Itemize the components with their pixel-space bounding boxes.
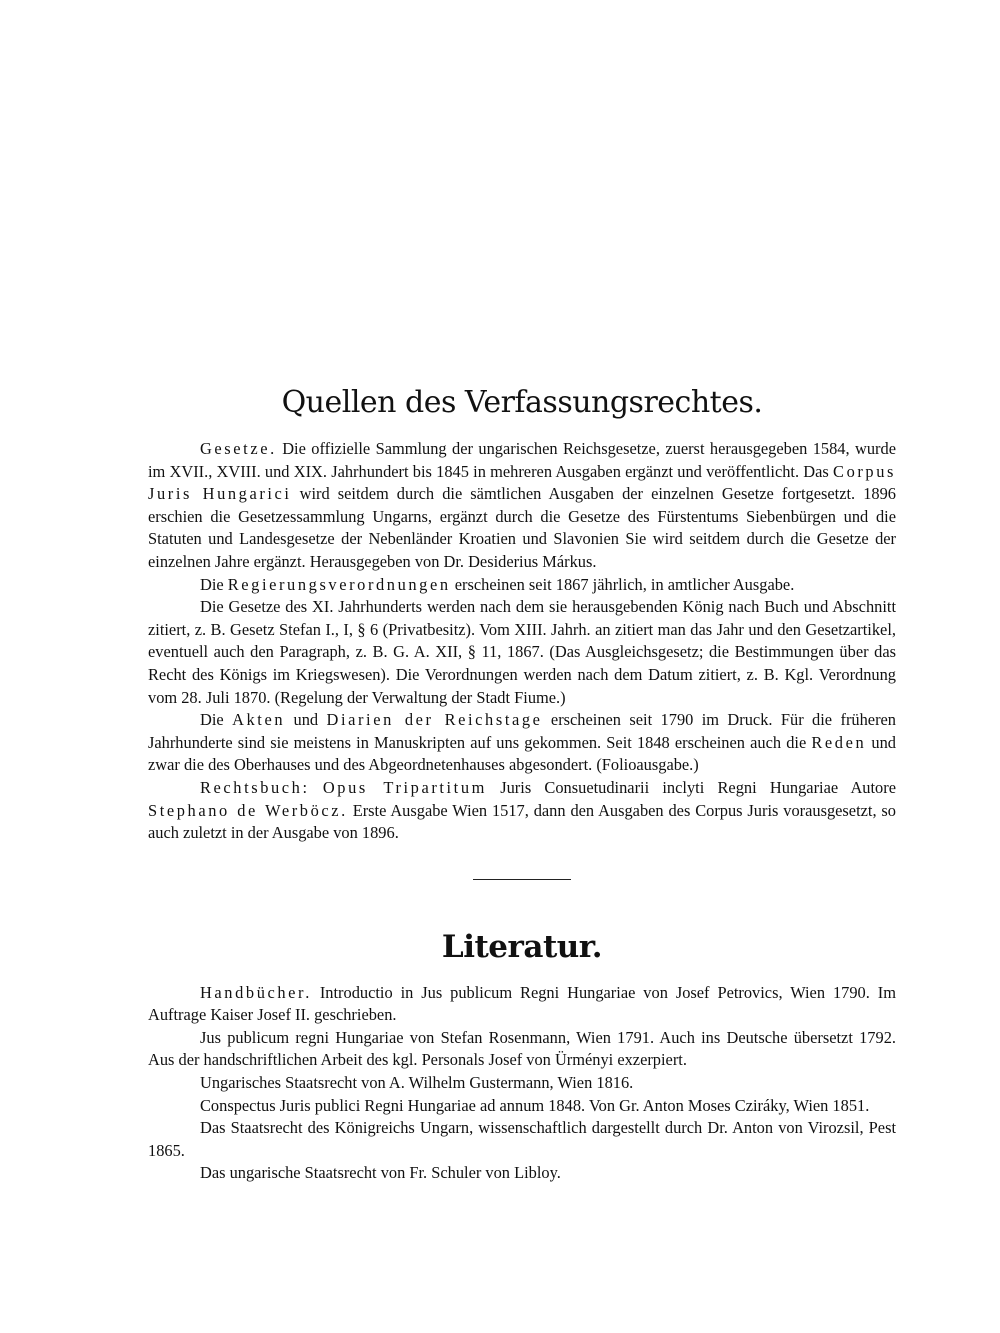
keyword-werboecz: Stephano de Werböcz.	[148, 800, 348, 820]
paragraph-text: Introductio in Jus publicum Regni Hungariae von Josef Petrovics, Wien 1790. Im Auftrage Kaiser Josef II. geschrieben.	[148, 982, 896, 1025]
paragraph-akten-diarien	[148, 709, 896, 777]
paragraph-text: Die	[200, 710, 233, 730]
paragraph-handbuecher	[148, 982, 896, 1027]
keyword-gesetze: Gesetze.	[200, 439, 277, 458]
paragraph-text: Die offizielle Sammlung der ungarischen Reichsgesetze, zuerst herausgegeben 1584, wurde im XVII., XVIII. und XIX. Jahrhundert bis 1845 in mehreren Ausgaben ergänzt und veröffentlicht. Das	[148, 439, 896, 481]
paragraph-text: erscheinen seit 1790 im Druck. Für die früheren Jahrhunderte sind sie meistens in Manuskripten auf uns gekommen. Seit 1848 erscheinen auch die	[148, 710, 896, 752]
paragraph-text: erscheinen seit 1867 jährlich, in amtlicher Ausgabe.	[450, 574, 795, 594]
section-quellen-body	[148, 438, 896, 845]
paragraph-libloy: Das ungarische Staatsrecht von Fr. Schuler von Libloy.	[200, 1163, 561, 1183]
paragraph-text: und	[285, 710, 327, 730]
keyword-diarien: Diarien der Reichstage	[326, 710, 543, 730]
section-title-quellen: Quellen des Verfassungsrechtes.	[281, 385, 763, 420]
paragraph-cziraky: Conspectus Juris publici Regni Hungariae ad annum 1848. Von Gr. Anton Moses Cziráky, Wien 1851.	[200, 1095, 870, 1115]
section-divider	[473, 879, 571, 880]
paragraph-text: und zwar die des Oberhauses und des Abgeordnetenhauses abgesondert. (Folioausgabe.)	[148, 732, 897, 775]
paragraph-text: Die	[200, 574, 228, 594]
paragraph-gesetze	[148, 438, 896, 574]
keyword-opus-tripartitum: Opus Tripartitum	[322, 777, 487, 797]
paragraph-text: Juris Consuetudinarii inclyti Regni Hungariae Autore	[487, 777, 896, 797]
paragraph-regierungsverordnungen	[148, 574, 896, 597]
keyword-reden: Reden	[811, 732, 867, 752]
section-literatur-body	[148, 982, 896, 1185]
keyword-handbuecher: Handbücher.	[200, 982, 312, 1002]
section-title-literatur: Literatur.	[441, 928, 603, 965]
paragraph-text: wird seitdem durch die sämtlichen Ausgaben der einzelnen Gesetze fortgesetzt. 1896 erschien die Gesetzessammlung Ungarns, ergänzt durch die Gesetze des Fürstentums Siebenbürgen und die Statuten und Landesgesetze der Nebenländer Kroatien und Slavonien Sie wird seitdem durch die Gesetze der einzelnen Jahre ergänzt. Herausgegeben von Dr. Desiderius Márkus.	[148, 484, 896, 571]
paragraph-gesetze-zitierung: Die Gesetze des XI. Jahrhunderts werden nach dem sie herausgebenden König nach Buch und Abschnitt zitiert, z. B. Gesetz Stefan I., I, § 6 (Privatbesitz). Vom XIII. Jahrh. an zitiert man das Jahr und den Gesetzartikel, eventuell auch den Paragraph, z. B. G. A. XII, § 11, 1867. (Das Ausgleichsgesetz; die Bestimmungen über das Recht des Königs im Kriegswesen). Die Verordnungen werden nach dem Datum zitiert, z. B. Kgl. Verordnung vom 28. Juli 1870. (Regelung der Verwaltung der Stadt Fiume.)	[148, 597, 896, 707]
paragraph-virozsil: Das Staatsrecht des Königreichs Ungarn, wissenschaftlich dargestellt durch Dr. Anton von Virozsil, Pest 1865.	[148, 1118, 896, 1160]
paragraph-rechtsbuch	[148, 777, 896, 845]
keyword-akten: Akten	[232, 710, 286, 730]
paragraph-gustermann: Ungarisches Staatsrecht von A. Wilhelm Gustermann, Wien 1816.	[200, 1073, 634, 1093]
paragraph-text: Erste Ausgabe Wien 1517, dann den Ausgaben des Corpus Juris vorausgesetzt, so auch zuletzt in der Ausgabe von 1896.	[148, 800, 896, 843]
section-literatur	[148, 928, 896, 1185]
page-content	[148, 384, 896, 1185]
keyword-regierungsverordnungen: Regierungsverordnungen	[227, 574, 451, 594]
keyword-corpus-juris: Corpus Juris Hungarici	[148, 461, 896, 504]
paragraph-rosenmann: Jus publicum regni Hungariae von Stefan Rosenmann, Wien 1791. Auch ins Deutsche übersetzt 1792. Aus der handschriftlichen Arbeit des kgl. Personals Josef von Ürményi exzerpiert.	[148, 1027, 896, 1070]
keyword-rechtsbuch: Rechtsbuch:	[200, 777, 310, 797]
paragraph-text	[310, 778, 323, 797]
